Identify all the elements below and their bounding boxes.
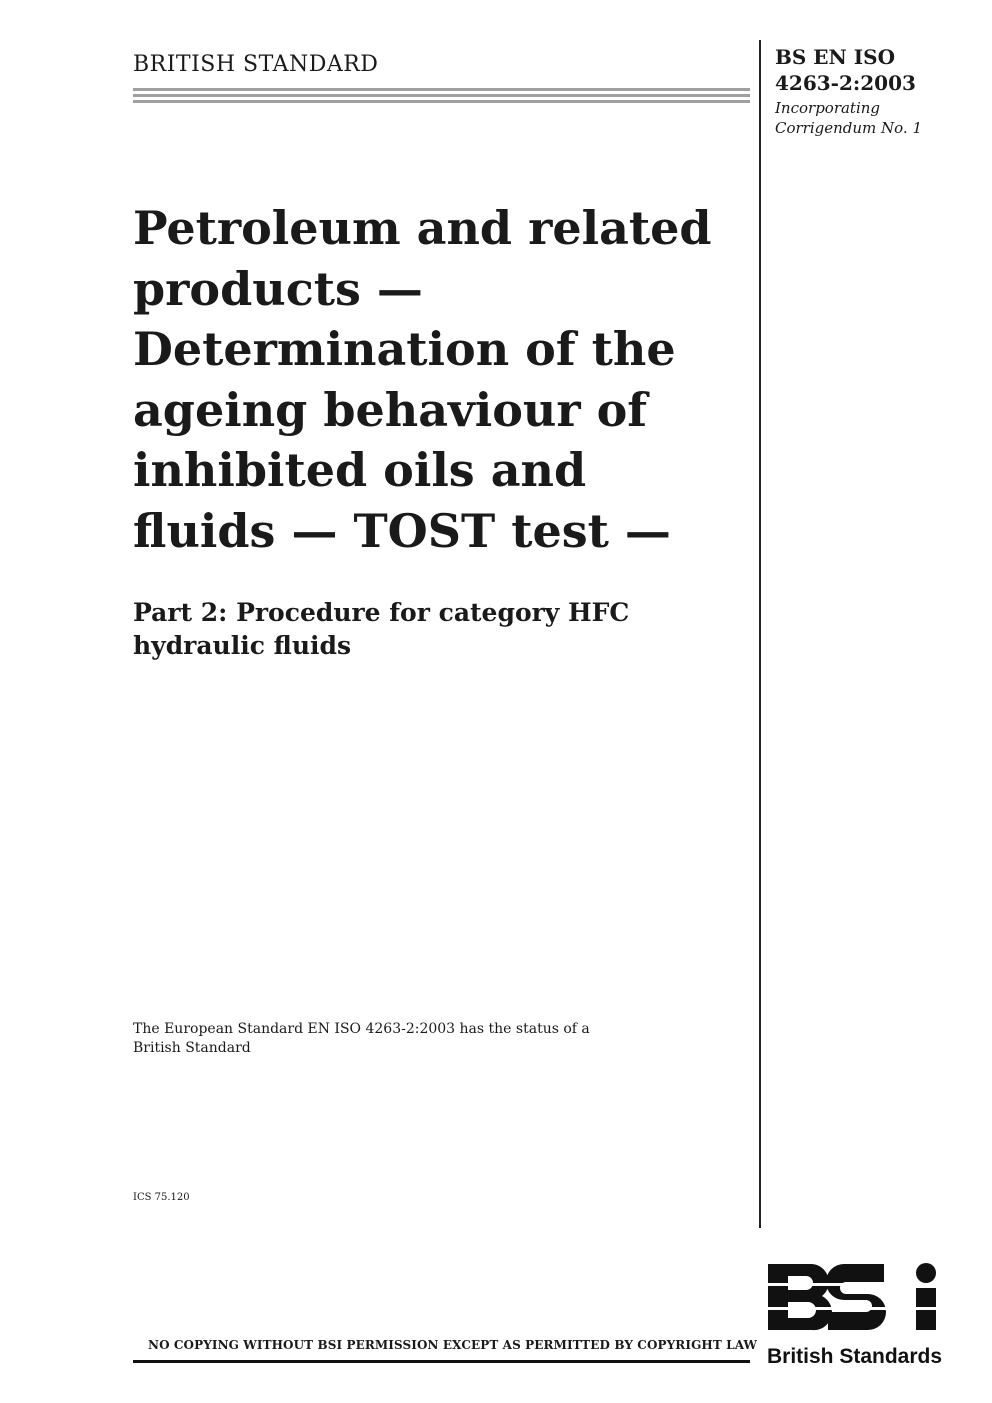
standard-number: [775, 44, 916, 96]
document-subtitle: [133, 596, 629, 662]
status-statement: [133, 1020, 590, 1058]
ics-code: ICS 75.120: [133, 1192, 190, 1203]
header-rule-line: [133, 88, 750, 91]
title-line: Petroleum and related: [133, 201, 712, 255]
subtitle-line: hydraulic fluids: [133, 631, 352, 660]
title-line: ageing behaviour of: [133, 382, 648, 437]
header-rule-line: [133, 94, 750, 97]
status-line: The European Standard EN ISO 4263-2:2003 has the status of a: [133, 1021, 590, 1037]
copyright-notice: NO COPYING WITHOUT BSI PERMISSION EXCEPT AS PERMITTED BY COPYRIGHT LAW: [148, 1338, 758, 1352]
corrigendum-note-line: Corrigendum No. 1: [775, 119, 923, 137]
status-line: British Standard: [133, 1040, 251, 1056]
vertical-divider: [759, 40, 761, 1228]
header-rule: [133, 88, 750, 106]
corrigendum-note: [775, 98, 922, 138]
title-line: fluids — TOST test —: [133, 503, 671, 558]
document-series-label: BRITISH STANDARD: [133, 52, 379, 77]
standard-number-line: 4263-2:2003: [775, 71, 916, 95]
bsi-logo-text: British Standards: [767, 1345, 943, 1368]
footer-rule: [133, 1360, 750, 1363]
standard-number-line: BS EN ISO: [775, 45, 896, 69]
subtitle-line: Part 2: Procedure for category HFC: [133, 598, 630, 627]
title-line: products —: [133, 261, 423, 316]
title-line: Determination of the: [133, 322, 676, 376]
corrigendum-note-line: Incorporating: [775, 99, 881, 117]
header-rule-line: [133, 100, 750, 103]
document-title: [133, 198, 733, 561]
title-line: inhibited oils and: [133, 443, 587, 497]
